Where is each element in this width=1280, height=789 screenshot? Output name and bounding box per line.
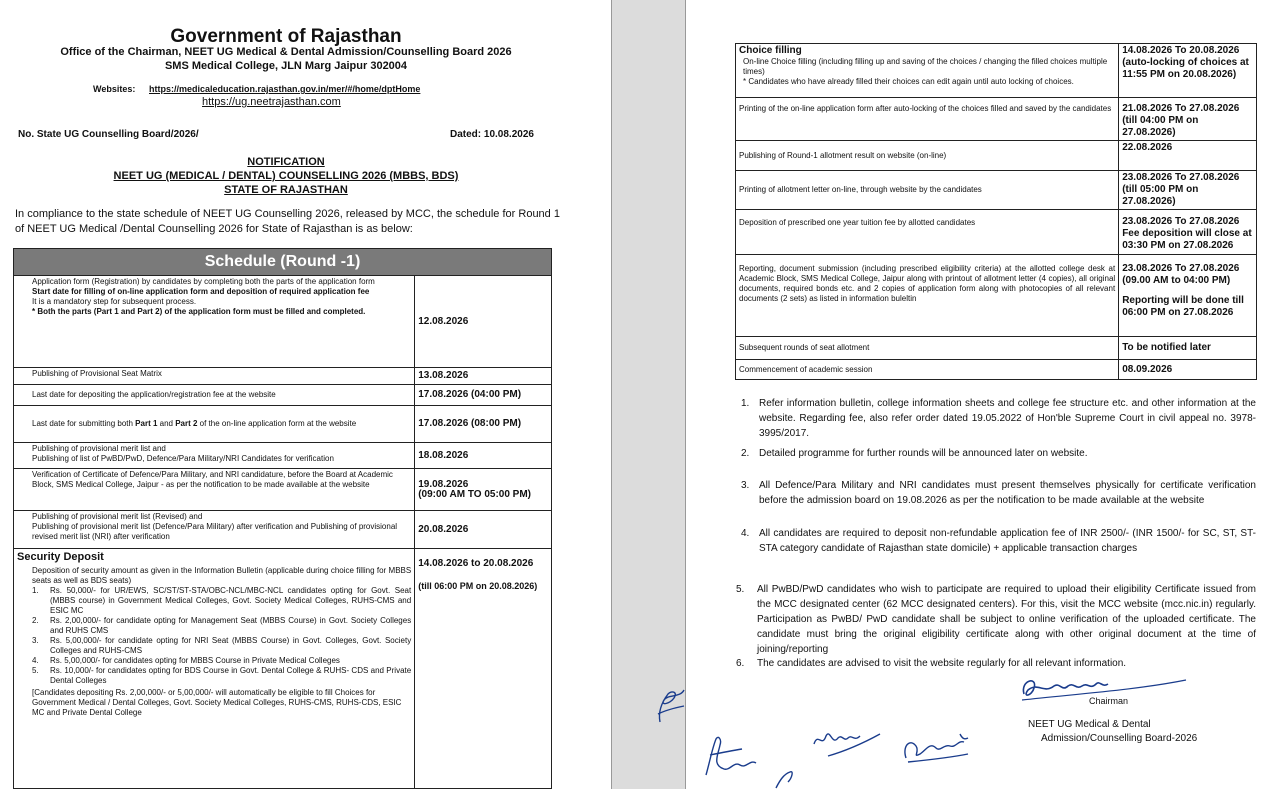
member-signature-5 (770, 768, 810, 789)
member-signature-2 (700, 725, 770, 785)
table-row (14, 276, 552, 368)
reference-number: No. State UG Counselling Board/2026/ (18, 129, 199, 140)
table-row (14, 511, 552, 549)
table-row (736, 255, 1257, 337)
note-item (741, 478, 1256, 508)
row-time: (09:00 AM TO 05:00 PM) (418, 488, 532, 500)
office-line: Office of the Chairman, NEET UG Medical & Dental Admission/Counselling Board 2026 (60, 46, 512, 58)
row-date: 23.08.2026 To 27.08.2026 (1122, 216, 1240, 227)
website-link-1[interactable]: https://medicaleducation.rajasthan.gov.in/mer/#/home/dptHome (149, 84, 421, 94)
item-number: 1. (32, 586, 39, 595)
security-date: 14.08.2026 to 20.08.2026 (418, 558, 534, 569)
item-text: Rs. 50,000/- for UR/EWS, SC/ST/ST-STA/OBC-NCL/MBC-NCL candidates opting for Govt. Seat (MBBS course) in Government Medical Colleges, Govt. Society Medical Colleges, RUHS-CMS and ESIC MC (50, 586, 412, 615)
intro-paragraph: In compliance to the state schedule of NEET UG Counselling 2026, released by MCC, the schedule for Round 1 of NEET UG Medical /Dental Counselling 2026 for State of Rajasthan is as below: (15, 208, 560, 235)
row-description: Last date for depositing the application/registration fee at the website (14, 385, 415, 406)
member-signature-1 (650, 684, 690, 728)
row-description: Publishing of provisional merit list (Defence/Para Military) after verification and Publishing of provisional revised merit list (NRI) after verification (32, 522, 398, 541)
row-description-note-bold: * Both the parts (Part 1 and Part 2) of the application form must be filled and completed. (32, 307, 366, 316)
row-date: To be notified later (1119, 337, 1257, 360)
row-date-note: (till 04:00 PM on 27.08.2026) (1122, 115, 1199, 138)
row-date-note: (till 05:00 PM on 27.08.2026) (1122, 184, 1199, 207)
item-number: 3. (32, 636, 39, 645)
schedule-continued-table (735, 43, 1257, 380)
note-text: All PwBD/PwD candidates who wish to participate are required to upload their eligibility Certificate issued from the MCC designated center (62 MCC designated centers). For this, visit the MCC website (mcc.nic.in) regularly. Participation as PwBD/ PwD candidate shall be subject to online verification of the uploaded certificate. The candidate must bring the original eligibility certificate along with other original document at the time of joining/reporting (757, 584, 1256, 655)
row-text-bold: Part 2 (175, 419, 198, 428)
board-name-line2: Admission/Counselling Board-2026 (1041, 733, 1198, 744)
row-description-note: It is a mandatory step for subsequent process. (32, 297, 197, 306)
notification-subtitle: NEET UG (MEDICAL / DENTAL) COUNSELLING 2026 (MBBS, BDS) (113, 170, 459, 182)
choice-filling-heading: Choice filling (739, 45, 802, 56)
right-page (685, 0, 1280, 789)
chairman-title: Chairman (1089, 696, 1129, 706)
security-deposit-heading: Security Deposit (17, 551, 104, 563)
table-row (14, 385, 552, 406)
row-date: 08.09.2026 (1119, 360, 1257, 380)
note-item (736, 582, 1256, 657)
row-date-note: Fee deposition will close at 03:30 PM on 27.08.2026 (1122, 228, 1252, 251)
row-description: Publishing of provisional merit list (Revised) and (32, 512, 203, 521)
table-row (14, 368, 552, 385)
row-description: Publishing of Round-1 allotment result on website (on-line) (736, 141, 1119, 171)
security-intro: Deposition of security amount as given in the Information Bulletin (applicable during choice filling for MBBS seats as well as BDS seats) (32, 566, 412, 585)
note-number: 5. (736, 584, 745, 595)
note-text: All candidates are required to deposit non-refundable application fee of INR 2500/- (INR 1500/- for SC, ST, ST-STA category candidate of Rajasthan state domicile) + applicable transaction charges (759, 528, 1256, 554)
website-link-2[interactable]: https://ug.neetrajasthan.com (202, 96, 341, 108)
table-row (736, 210, 1257, 255)
row-text: and (157, 419, 176, 428)
row-date: 19.08.2026 (418, 478, 469, 490)
table-row (736, 171, 1257, 210)
websites-label: Websites: (93, 84, 136, 94)
row-text: Last date for submitting both (32, 419, 136, 428)
security-item (32, 586, 411, 616)
gov-title: Government of Rajasthan (170, 26, 402, 47)
note-text: The candidates are advised to visit the website regularly for all relevant information. (757, 658, 1127, 669)
row-date: 23.08.2026 To 27.08.2026 (1122, 263, 1240, 274)
table-row (736, 141, 1257, 171)
table-row (736, 44, 1257, 98)
table-row (14, 406, 552, 443)
table-row (14, 443, 552, 469)
row-date-note: (auto-locking of choices at 11:55 PM on 20.08.2026) (1122, 57, 1249, 80)
security-deposit-row (14, 549, 552, 789)
note-number: 6. (736, 658, 745, 669)
row-description: Subsequent rounds of seat allotment (736, 337, 1119, 360)
notification-state: STATE OF RAJASTHAN (224, 184, 348, 196)
note-number: 4. (741, 528, 750, 539)
note-item (741, 526, 1256, 556)
table-row (14, 469, 552, 511)
row-date: 23.08.2026 To 27.08.2026 (1122, 172, 1240, 183)
security-deadline: (till 06:00 PM on 20.08.2026) (418, 581, 538, 591)
row-date: 17.08.2026 (08:00 PM) (415, 406, 552, 443)
security-item (32, 636, 411, 656)
row-description: Publishing of list of PwBD/PwD, Defence/Para Military/NRI Candidates for verification (32, 454, 334, 463)
row-date: 14.08.2026 To 20.08.2026 (1122, 45, 1240, 56)
row-description: Printing of the on-line application form after auto-locking of the choices filled and saved by the candidates (736, 98, 1119, 141)
item-text: Rs. 5,00,000/- for candidates opting for MBBS Course in Private Medical Colleges (50, 656, 340, 665)
row-time: (09.00 AM to 04:00 PM) (1122, 275, 1231, 286)
left-page (0, 0, 612, 789)
row-description (14, 406, 415, 443)
note-number: 1. (741, 398, 750, 409)
item-text: Rs. 2,00,000/- for candidate opting for Management Seat (MBBS Course) in Govt. Society Colleges and RUHS CMS (50, 616, 412, 635)
row-text-bold: Part 1 (135, 419, 158, 428)
row-date: 17.08.2026 (04:00 PM) (415, 385, 552, 406)
row-date: 21.08.2026 To 27.08.2026 (1122, 103, 1240, 114)
row-description: Printing of allotment letter on-line, through website by the candidates (736, 171, 1119, 210)
row-description: Application form (Registration) by candidates by completing both the parts of the application form (32, 277, 375, 286)
item-number: 4. (32, 656, 39, 665)
schedule-table (13, 248, 552, 789)
note-item (741, 396, 1256, 441)
note-text: Refer information bulletin, college information sheets and college fee structure etc. and other information at the website. Regarding fee, also refer order dated 19.05.2022 of Hon'ble Supreme Court in civil appeal no. 3978-3995/2017. (759, 398, 1256, 439)
row-description: Commencement of academic session (736, 360, 1119, 380)
table-row (736, 98, 1257, 141)
row-date: 20.08.2026 (415, 511, 552, 549)
address-line: SMS Medical College, JLN Marg Jaipur 302004 (164, 60, 408, 72)
row-date: 13.08.2026 (415, 368, 552, 385)
row-date: 12.08.2026 (415, 276, 552, 368)
board-name-line1: NEET UG Medical & Dental (1028, 719, 1151, 730)
item-text: Rs. 5,00,000/- for candidate opting for NRI Seat (MBBS Course) in Govt. Colleges, Govt. Society Colleges and RUHS-CMS (50, 636, 412, 655)
note-text: Detailed programme for further rounds will be announced later on website. (759, 448, 1088, 459)
row-description: Publishing of Provisional Seat Matrix (14, 368, 415, 385)
security-footer: [Candidates depositing Rs. 2,00,000/- or 5,00,000/- will automatically be eligible to fill Choices for Government Medical / Dental Colleges, Govt. Society Medical Colleges, RUHS-CMS, RUHS-CDS, ESIC MC and Private Dental College (32, 688, 402, 717)
member-signature-4 (898, 728, 978, 768)
row-description: * Candidates who have already filled their choices can edit again until auto locking of choices. (743, 77, 1074, 86)
schedule-title: Schedule (Round -1) (14, 249, 552, 276)
item-text: Rs. 10,000/- for candidates opting for BDS Course in Govt. Dental College & RUHS- CDS and Private Dental Colleges (50, 666, 412, 685)
row-date: 22.08.2026 (1119, 141, 1257, 171)
notification-title: NOTIFICATION (247, 156, 325, 168)
note-item (741, 446, 1256, 461)
note-number: 2. (741, 448, 750, 459)
dated: Dated: 10.08.2026 (450, 129, 534, 140)
security-item (32, 616, 411, 636)
note-number: 3. (741, 480, 750, 491)
row-description: Deposition of prescribed one year tuition fee by allotted candidates (736, 210, 1119, 255)
row-description-bold: Start date for filling of on-line application form and deposition of required application fee (32, 287, 370, 296)
note-text: All Defence/Para Military and NRI candidates must present themselves physically for certificate verification before the admission board on 19.08.2026 as per the notification to be made available at the website (759, 480, 1256, 506)
table-row (736, 360, 1257, 380)
row-description: On-line Choice filling (including filling up and saving of the choices / changing the filled choices multiple times) (743, 57, 1108, 76)
security-item (32, 656, 411, 666)
row-description: Verification of Certificate of Defence/Para Military, and NRI candidature, before the Board at Academic Block, SMS Medical College, Jaipur - as per the notification to be made available at the website (14, 469, 415, 511)
member-signature-3 (808, 722, 888, 762)
item-number: 2. (32, 616, 39, 625)
row-date-note: Reporting will be done till 06:00 PM on 27.08.2026 (1122, 295, 1244, 318)
security-item (32, 666, 411, 686)
table-row (736, 337, 1257, 360)
item-number: 5. (32, 666, 39, 675)
row-description: Publishing of provisional merit list and (32, 444, 166, 453)
row-description: Reporting, document submission (including prescribed eligibility criteria) at the allotted college desk at Academic Block, SMS Medical College, Jaipur along with printout of allotment letter (4 copies), all original documents, required bonds etc. and 2 copies of application form along with photocopies of all relevant documents (2 sets) as listed in information buleltin (736, 255, 1119, 337)
row-date: 18.08.2026 (415, 443, 552, 469)
note-item (736, 656, 1256, 671)
row-text: of the on-line application form at the website (197, 419, 357, 428)
